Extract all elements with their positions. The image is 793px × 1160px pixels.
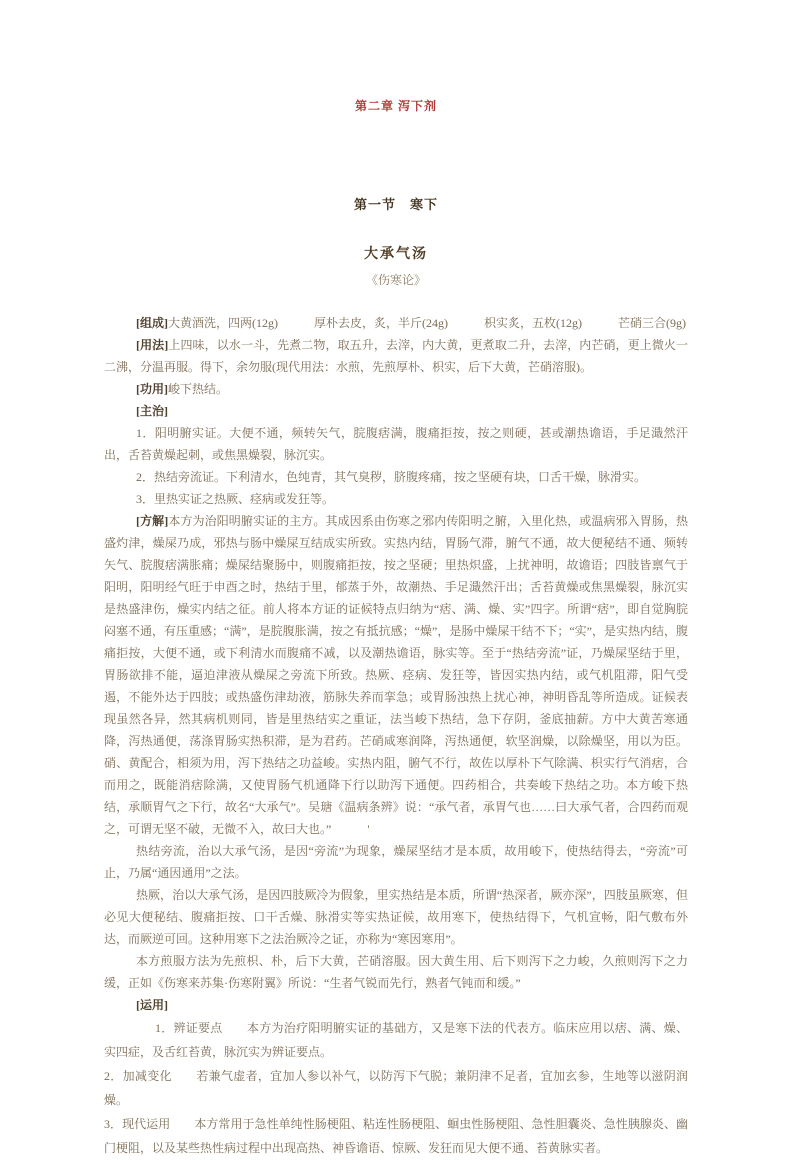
analysis-subparagraph: 热结旁流，治以大承气汤，是因“旁流”为现象，燥屎坚结才是本质，故用峻下，使热结得去，“旁流”可止，乃属“通因通用”之法。 — [104, 844, 688, 880]
usage-label: [用法] — [136, 338, 169, 352]
usage-paragraph — [104, 334, 688, 378]
indication-item: 2．热结旁流证。下利清水，色纯青，其气臭秽，脐腹疼痛，按之坚硬有块，口舌干燥，脉滑实。 — [136, 470, 647, 484]
indications-label: [主治] — [136, 404, 168, 418]
composition-item: 芒硝三合(9g) — [618, 316, 686, 330]
analysis-label: [方解] — [136, 514, 169, 528]
function-paragraph — [104, 378, 688, 400]
formula-title: 大承气汤 — [364, 247, 428, 262]
analysis-text: 本方为治阳明腑实证的主方。其成因系由伤寒之邪内传阳明之腑，入里化热，或温病邪入胃肠，热盛灼津，燥屎乃成，邪热与肠中燥屎互结成实所致。实热内结，胃肠气滞，腑气不通，故大便秘结不通、频转矢气、脘腹痞满胀痛；燥屎结聚肠中，则腹痛拒按，按之坚硬；里热炽盛，上扰神明，故谵语；四肢皆禀气于阳明，阳明经气旺于申酉之时，热结于里，郁蒸于外，故潮热、手足濈然汗出；舌苔黄燥或焦黑燥裂，脉沉实是热盛津伤，燥实内结之征。前人将本方证的证候特点归纳为“痞、满、燥、实”四字。所谓“痞”，即自觉胸脘闷塞不通，有压重感；“满”，是脘腹胀满，按之有抵抗感；“燥”，是肠中燥屎干结不下；“实”，是实热内结，腹痛拒按，大便不通，或下利清水而腹痛不减，以及潮热谵语，脉实等。至于“热结旁流”证，乃燥屎坚结于里，胃肠欲排不能，逼迫津液从燥屎之旁流下所致。热厥、痉病、发狂等，皆因实热内结，或气机阻滞，阳气受遏，不能外达于四肢；或热盛伤津劫液，筋脉失养而挛急；或胃肠浊热上扰心神，神明昏乱等所造成。证候表现虽然各异，然其病机则同，皆是里热结实之重证，法当峻下热结，急下存阴，釜底抽薪。方中大黄苦寒通降，泻热通便，荡涤胃肠实热积滞，是为君药。芒硝咸寒润降，泻热通便，软坚润燥，以除燥坚，用以为臣。硝、黄配合，相须为用，泻下热结之功益峻。实热内阻，腑气不行，故佐以厚朴下气除满、枳实行气消痞，合而用之，既能消痞除满，又使胃肠气机通降下行以助泻下通便。四药相合，共奏峻下热结之功。本方峻下热结，承顺胃气之下行，故名“大承气”。吴瑭《温病条辨》说：“承气者，承胃气也……曰大承气者，合四药而观之，可谓无坚不破，无微不入，故曰大也。” ' — [104, 514, 688, 836]
analysis-paragraph — [104, 510, 688, 840]
function-text: 峻下热结。 — [168, 382, 229, 396]
usage-text: 上四味，以水一斗，先煮二物，取五升，去滓，内大黄，更煮取二升，去滓，内芒硝，更上微火一二沸，分温再服。得下，余勿服(现代用法：水煎，先煎厚朴、枳实，后下大黄，芒硝溶服)。 — [104, 338, 688, 374]
document-body — [104, 312, 688, 1160]
application-item: 2．加减变化 若兼气虚者，宜加人参以补气，以防泻下气脱；兼阴津不足者，宜加玄参，生地等以滋阴润燥。 — [104, 1069, 688, 1107]
application-label: [运用] — [136, 998, 168, 1012]
application-heading — [104, 994, 688, 1016]
section-title: 第一节 寒下 — [353, 197, 438, 212]
indications-heading — [104, 400, 688, 422]
composition-label: [组成] — [136, 316, 168, 330]
indication-item: 1．阳明腑实证。大便不通，频转矢气，脘腹痞满，腹痛拒按，按之则硬，甚或潮热谵语，手足濈然汗出，舌苔黄燥起刺，或焦黑燥裂，脉沉实。 — [104, 426, 688, 462]
composition-item: 厚朴去皮，炙，半斤(24g) — [314, 316, 448, 330]
composition-item: 大黄酒洗，四两(12g) — [168, 316, 278, 330]
application-item: 1．辨证要点 本方为治疗阳明腑实证的基础方，又是寒下法的代表方。临床应用以痞、满、燥、实四症，及舌红苔黄，脉沉实为辨证要点。 — [104, 1021, 688, 1059]
application-item: 3．现代运用 本方常用于急性单纯性肠梗阻、粘连性肠梗阻、蛔虫性肠梗阻、急性胆囊炎、急性胰腺炎、幽门梗阻，以及某些热性病过程中出现高热、神昏谵语、惊厥、发狂而见大便不通、苔黄脉实者。 — [104, 1117, 688, 1155]
function-label: [功用] — [136, 382, 168, 396]
composition-line — [104, 312, 688, 334]
chapter-title: 第二章 泻下剂 — [354, 99, 437, 113]
analysis-subparagraph: 热厥，治以大承气汤，是因四肢厥冷为假象，里实热结是本质，所谓“热深者，厥亦深”，四肢虽厥寒，但必见大便秘结、腹痛拒按、口干舌燥、脉滑实等实热证候，故用寒下，使热结得下，气机宣畅，阳气敷布外达，而厥逆可回。这种用寒下之法治厥冷之证，亦称为“寒因寒用”。 — [104, 888, 688, 946]
formula-source: 《伤寒论》 — [365, 273, 426, 287]
composition-item: 枳实炙，五枚(12g) — [484, 316, 582, 330]
analysis-subparagraph: 本方煎服方法为先煎枳、朴，后下大黄，芒硝溶服。因大黄生用、后下则泻下之力峻，久煎则泻下之力缓，正如《伤寒来苏集·伤寒附翼》所说：“生者气锐而先行，熟者气钝而和缓。” — [104, 954, 688, 990]
indication-item: 3．里热实证之热厥、痉病或发狂等。 — [136, 492, 335, 506]
